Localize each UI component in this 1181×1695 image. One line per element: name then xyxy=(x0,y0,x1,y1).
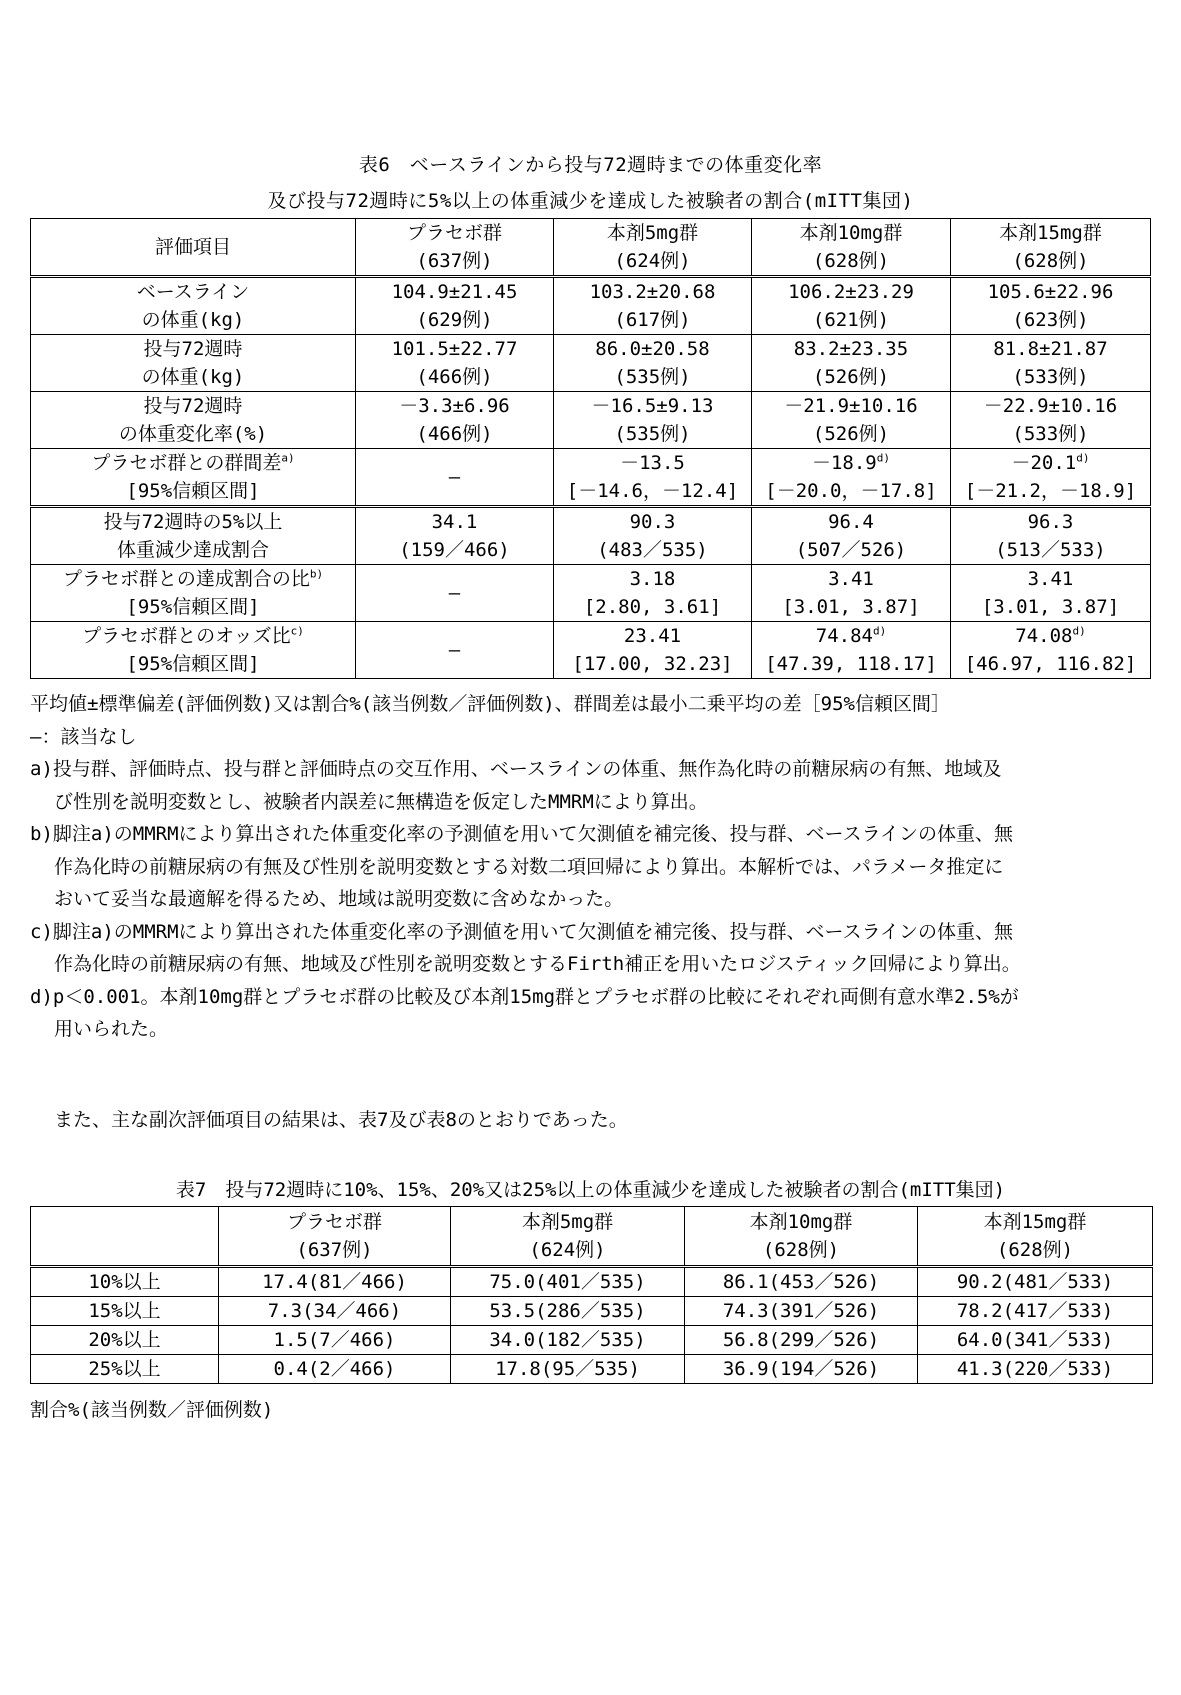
table-cell: 23.41 [17.00, 32.23] xyxy=(554,622,752,679)
table-cell: 56.8(299／526) xyxy=(685,1326,918,1355)
table-row xyxy=(31,622,1151,679)
table-cell: 101.5±22.77 (466例) xyxy=(356,335,554,392)
table-row xyxy=(31,507,1151,565)
footnote: 平均値±標準偏差(評価例数)又は割合%(該当例数／評価例数)、群間差は最小二乗平均の差［95%信頼区間］ xyxy=(30,693,950,715)
header-item: 評価項目 xyxy=(31,219,356,277)
table-row xyxy=(31,1355,1153,1384)
table-row xyxy=(31,1267,1153,1297)
table-row xyxy=(31,277,1151,335)
footnote: —：該当なし xyxy=(30,725,137,748)
table-cell: 17.8(95／535) xyxy=(451,1355,685,1384)
body-paragraph: また、主な副次評価項目の結果は、表7及び表8のとおりであった。 xyxy=(54,1109,628,1131)
header-col: プラセボ群 (637例) xyxy=(356,219,554,277)
table-cell: －22.9±10.16 (533例) xyxy=(951,392,1151,449)
table7-header-row xyxy=(31,1207,1153,1267)
header-col: 本剤10mg群 (628例) xyxy=(685,1207,918,1267)
table-row xyxy=(31,392,1151,449)
table-cell: 106.2±23.29 (621例) xyxy=(752,277,951,335)
table-cell: 74.3(391／526) xyxy=(685,1297,918,1326)
table-cell: 3.41 [3.01, 3.87] xyxy=(752,565,951,622)
footnote: 作為化時の前糖尿病の有無及び性別を説明変数とする対数二項回帰により算出。本解析では、パラメータ推定に xyxy=(54,855,1004,878)
table6-title-line2: 及び投与72週時に5%以上の体重減少を達成した被験者の割合(mITT集団) xyxy=(267,190,914,212)
table-cell: 3.41 [3.01, 3.87] xyxy=(951,565,1151,622)
header-col: 本剤5mg群 (624例) xyxy=(554,219,752,277)
table-cell: 74.08$^{d)}$ [46.97, 116.82] xyxy=(951,622,1151,679)
table-cell: $-18.9^{d)}$ [－20.0，－17.8] xyxy=(752,449,951,507)
table-cell: 83.2±23.35 (526例) xyxy=(752,335,951,392)
row-label: 投与72週時 の体重変化率(%) xyxy=(31,392,356,449)
footnote: 用いられた。 xyxy=(54,1018,169,1040)
table-cell: 90.3 (483／535) xyxy=(554,507,752,565)
table-cell: 103.2±20.68 (617例) xyxy=(554,277,752,335)
table-cell: 36.9(194／526) xyxy=(685,1355,918,1384)
table6-title-line1: 表6 ベースラインから投与72週時までの体重変化率 xyxy=(358,154,823,176)
table-cell: 104.9±21.45 (629例) xyxy=(356,277,554,335)
table-cell: — xyxy=(356,622,554,679)
table-cell: 96.3 (513／533) xyxy=(951,507,1151,565)
footnote: おいて妥当な最適解を得るため、地域は説明変数に含めなかった。 xyxy=(54,888,624,910)
table-cell: 105.6±22.96 (623例) xyxy=(951,277,1151,335)
table-row xyxy=(31,565,1151,622)
row-label: 25%以上 xyxy=(31,1355,219,1384)
footnote: 作為化時の前糖尿病の有無、地域及び性別を説明変数とするFirth補正を用いたロジスティック回帰により算出。 xyxy=(54,953,1021,975)
table-cell: 41.3(220／533) xyxy=(918,1355,1153,1384)
table-cell: －16.5±9.13 (535例) xyxy=(554,392,752,449)
table-row xyxy=(31,335,1151,392)
table-row xyxy=(31,1297,1153,1326)
table6-footnotes xyxy=(30,688,1160,1046)
row-label: プラセボ群とのオッズ比$^{c)}$ [95%信頼区間] xyxy=(31,622,356,679)
table-cell: $-20.1^{d)}$ [－21.2，－18.9] xyxy=(951,449,1151,507)
row-label: 15%以上 xyxy=(31,1297,219,1326)
row-label: プラセボ群との達成割合の比$^{b)}$ [95%信頼区間] xyxy=(31,565,356,622)
table-cell: 7.3(34／466) xyxy=(219,1297,451,1326)
table-cell: — xyxy=(356,565,554,622)
footnote: b)脚注a)のMMRMにより算出された体重変化率の予測値を用いて欠測値を補完後、投与群、ベースラインの体重、無 xyxy=(30,823,1013,845)
table-cell: 96.4 (507／526) xyxy=(752,507,951,565)
table-cell: 75.0(401／535) xyxy=(451,1267,685,1297)
row-label: 20%以上 xyxy=(31,1326,219,1355)
table-cell: — xyxy=(356,449,554,507)
table-cell: 81.8±21.87 (533例) xyxy=(951,335,1151,392)
table-cell: 34.0(182／535) xyxy=(451,1326,685,1355)
table-row xyxy=(31,449,1151,507)
table-cell: 86.0±20.58 (535例) xyxy=(554,335,752,392)
header-col: 本剤5mg群 (624例) xyxy=(451,1207,685,1267)
table6 xyxy=(30,218,1151,679)
table-cell: 1.5(7／466) xyxy=(219,1326,451,1355)
table-cell: 78.2(417／533) xyxy=(918,1297,1153,1326)
table7-title: 表7 投与72週時に10%、15%、20%又は25%以上の体重減少を達成した被験者の割合(mITT集団) xyxy=(175,1179,1006,1201)
row-label: プラセボ群との群間差$^{a)}$ [95%信頼区間] xyxy=(31,449,356,507)
table6-header-row xyxy=(31,219,1151,277)
table7-footnote: 割合%(該当例数／評価例数) xyxy=(30,1399,274,1421)
row-label: ベースライン の体重(kg) xyxy=(31,277,356,335)
header-col: 本剤15mg群 (628例) xyxy=(918,1207,1153,1267)
table-cell: 0.4(2／466) xyxy=(219,1355,451,1384)
header-col: 本剤10mg群 (628例) xyxy=(752,219,951,277)
footnote: a)投与群、評価時点、投与群と評価時点の交互作用、ベースラインの体重、無作為化時の前糖尿病の有無、地域及 xyxy=(30,758,1002,780)
row-label: 投与72週時の5%以上 体重減少達成割合 xyxy=(31,507,356,565)
table-cell: －21.9±10.16 (526例) xyxy=(752,392,951,449)
table-cell: 74.84$^{d)}$ [47.39, 118.17] xyxy=(752,622,951,679)
table-cell: 17.4(81／466) xyxy=(219,1267,451,1297)
table-cell: －3.3±6.96 (466例) xyxy=(356,392,554,449)
footnote: c)脚注a)のMMRMにより算出された体重変化率の予測値を用いて欠測値を補完後、投与群、ベースラインの体重、無 xyxy=(30,920,1013,943)
footnote: d)p＜0.001。本剤10mg群とプラセボ群の比較及び本剤15mg群とプラセボ群の比較にそれぞれ両側有意水準2.5%が xyxy=(30,985,1019,1008)
table-cell: 64.0(341／533) xyxy=(918,1326,1153,1355)
table-cell: 90.2(481／533) xyxy=(918,1267,1153,1297)
table7 xyxy=(30,1206,1153,1384)
table-cell: －13.5 [－14.6，－12.4] xyxy=(554,449,752,507)
table-cell: 86.1(453／526) xyxy=(685,1267,918,1297)
header-empty xyxy=(31,1207,219,1267)
table-row xyxy=(31,1326,1153,1355)
footnote: び性別を説明変数とし、被験者内誤差に無構造を仮定したMMRMにより算出。 xyxy=(54,790,708,813)
table-cell: 3.18 [2.80, 3.61] xyxy=(554,565,752,622)
row-label: 投与72週時 の体重(kg) xyxy=(31,335,356,392)
row-label: 10%以上 xyxy=(31,1267,219,1297)
table-cell: 34.1 (159／466) xyxy=(356,507,554,565)
header-col: プラセボ群 (637例) xyxy=(219,1207,451,1267)
table-cell: 53.5(286／535) xyxy=(451,1297,685,1326)
header-col: 本剤15mg群 (628例) xyxy=(951,219,1151,277)
